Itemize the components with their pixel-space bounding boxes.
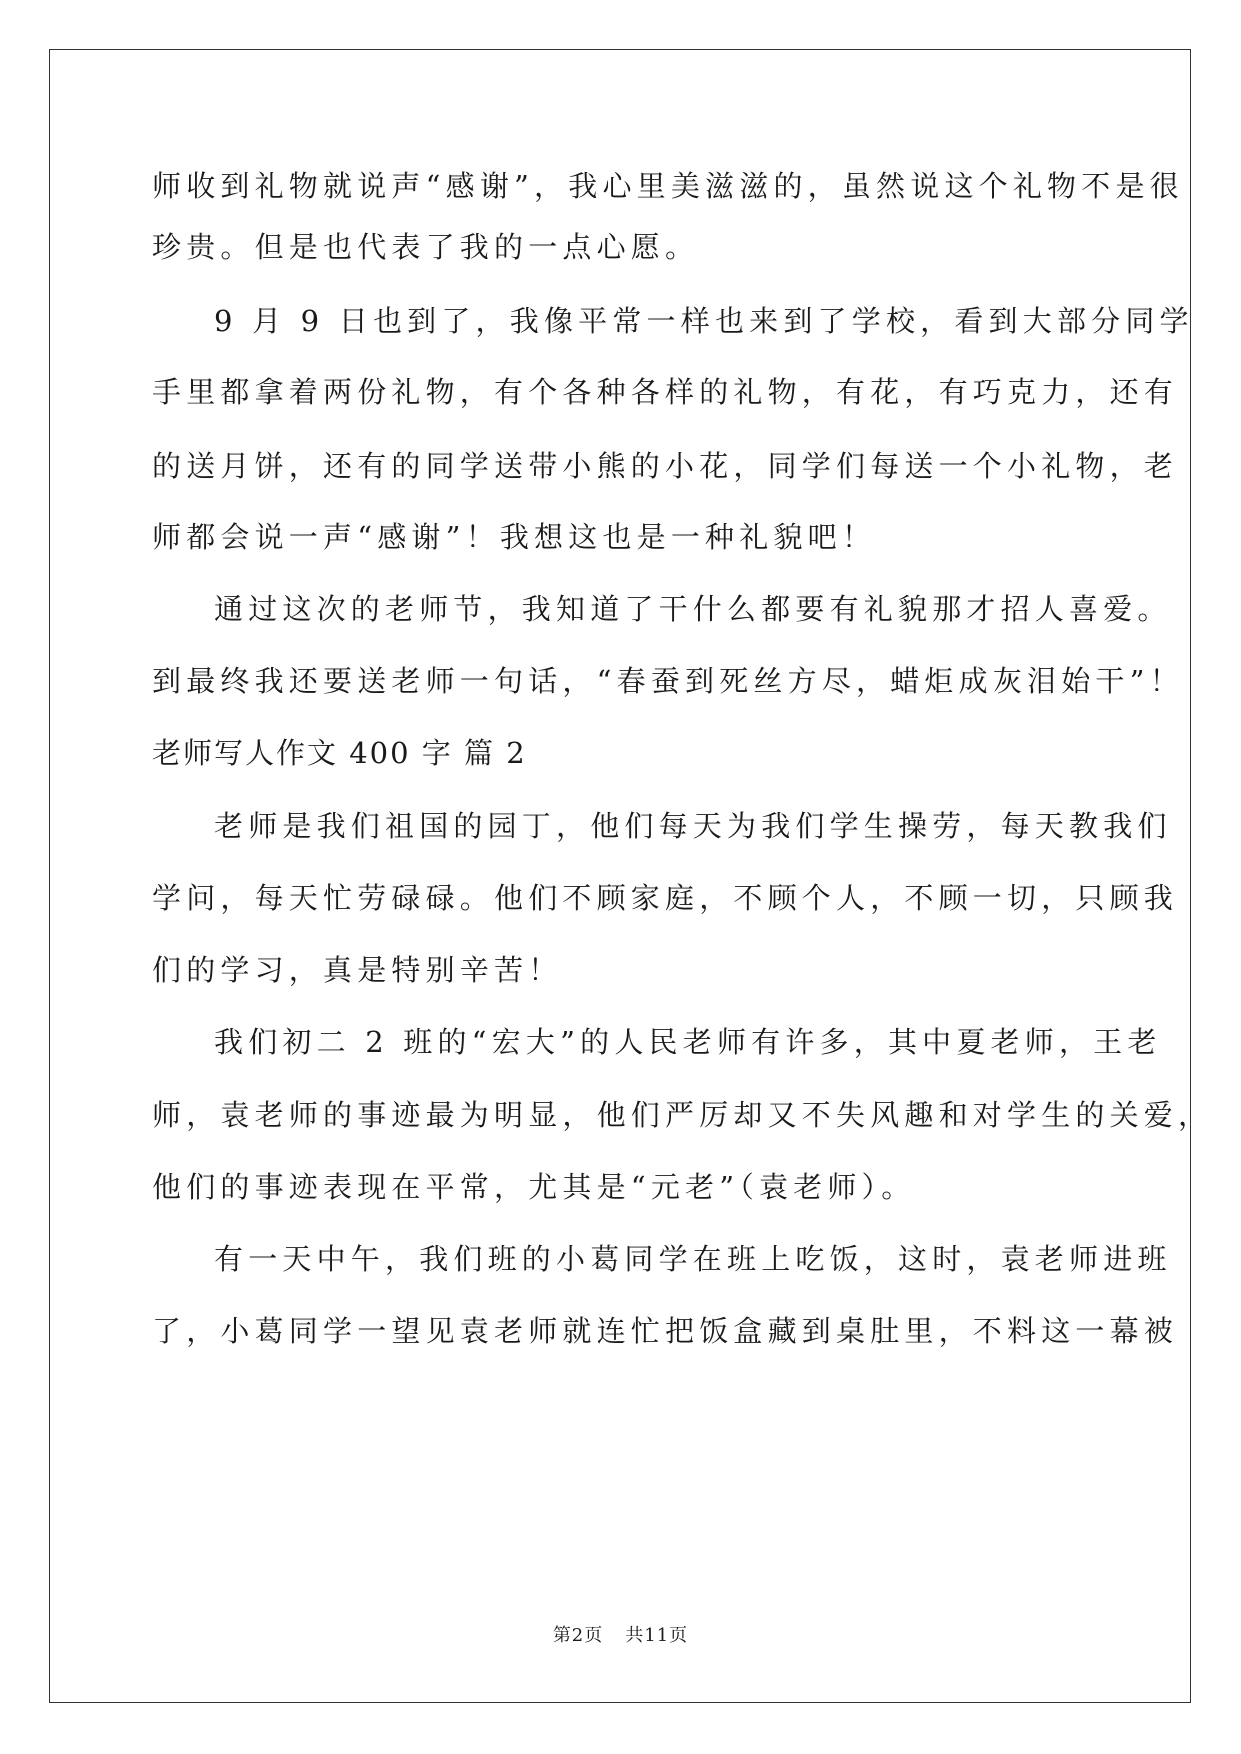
text-line: 珍贵。但是也代表了我的一点心愿。 xyxy=(152,230,700,264)
text-line: 师，袁老师的事迹最为明显，他们严厉却又不失风趣和对学生的关爱， xyxy=(152,1098,1213,1132)
paragraph-start-line: 有一天中午，我们班的小葛同学在班上吃饭，这时，袁老师进班 xyxy=(214,1242,1172,1276)
text-line: 了，小葛同学一望见袁老师就连忙把饭盒藏到桌肚里，不料这一幕被 xyxy=(152,1314,1179,1348)
paragraph-start-line: 我们初二 2 班的“宏大”的人民老师有许多，其中夏老师，王老 xyxy=(214,1025,1162,1059)
page-number: 第2页 xyxy=(552,1625,604,1646)
page-border xyxy=(49,49,1213,1703)
text-line: 师都会说一声“感谢”！我想这也是一种礼貌吧！ xyxy=(152,520,877,554)
text-line: 他们的事迹表现在平常，尤其是“元老”（袁老师）。 xyxy=(152,1170,916,1204)
text-line: 师收到礼物就说声“感谢”，我心里美滋滋的，虽然说这个礼物不是很 xyxy=(152,169,1184,203)
page-total: 共11页 xyxy=(625,1625,689,1646)
paragraph-start-line: 老师是我们祖国的园丁，他们每天为我们学生操劳，每天教我们 xyxy=(214,809,1172,843)
section-title: 老师写人作文 400 字 篇 2 xyxy=(152,736,527,770)
text-line: 的送月饼，还有的同学送带小熊的小花，同学们每送一个小礼物，老 xyxy=(152,449,1179,483)
paragraph-start-line: 9 月 9 日也到了，我像平常一样也来到了学校，看到大部分同学 xyxy=(214,304,1194,338)
text-line: 们的学习，真是特别辛苦！ xyxy=(152,953,563,987)
text-line: 手里都拿着两份礼物，有个各种各样的礼物，有花，有巧克力，还有 xyxy=(152,375,1179,409)
page-footer xyxy=(0,1624,1241,1648)
text-line: 学问，每天忙劳碌碌。他们不顾家庭，不顾个人，不顾一切，只顾我 xyxy=(152,881,1179,915)
text-line: 到最终我还要送老师一句话，“春蚕到死丝方尽，蜡炬成灰泪始干”！ xyxy=(152,664,1184,698)
paragraph-start-line: 通过这次的老师节，我知道了干什么都要有礼貌那才招人喜爱。 xyxy=(214,592,1172,626)
